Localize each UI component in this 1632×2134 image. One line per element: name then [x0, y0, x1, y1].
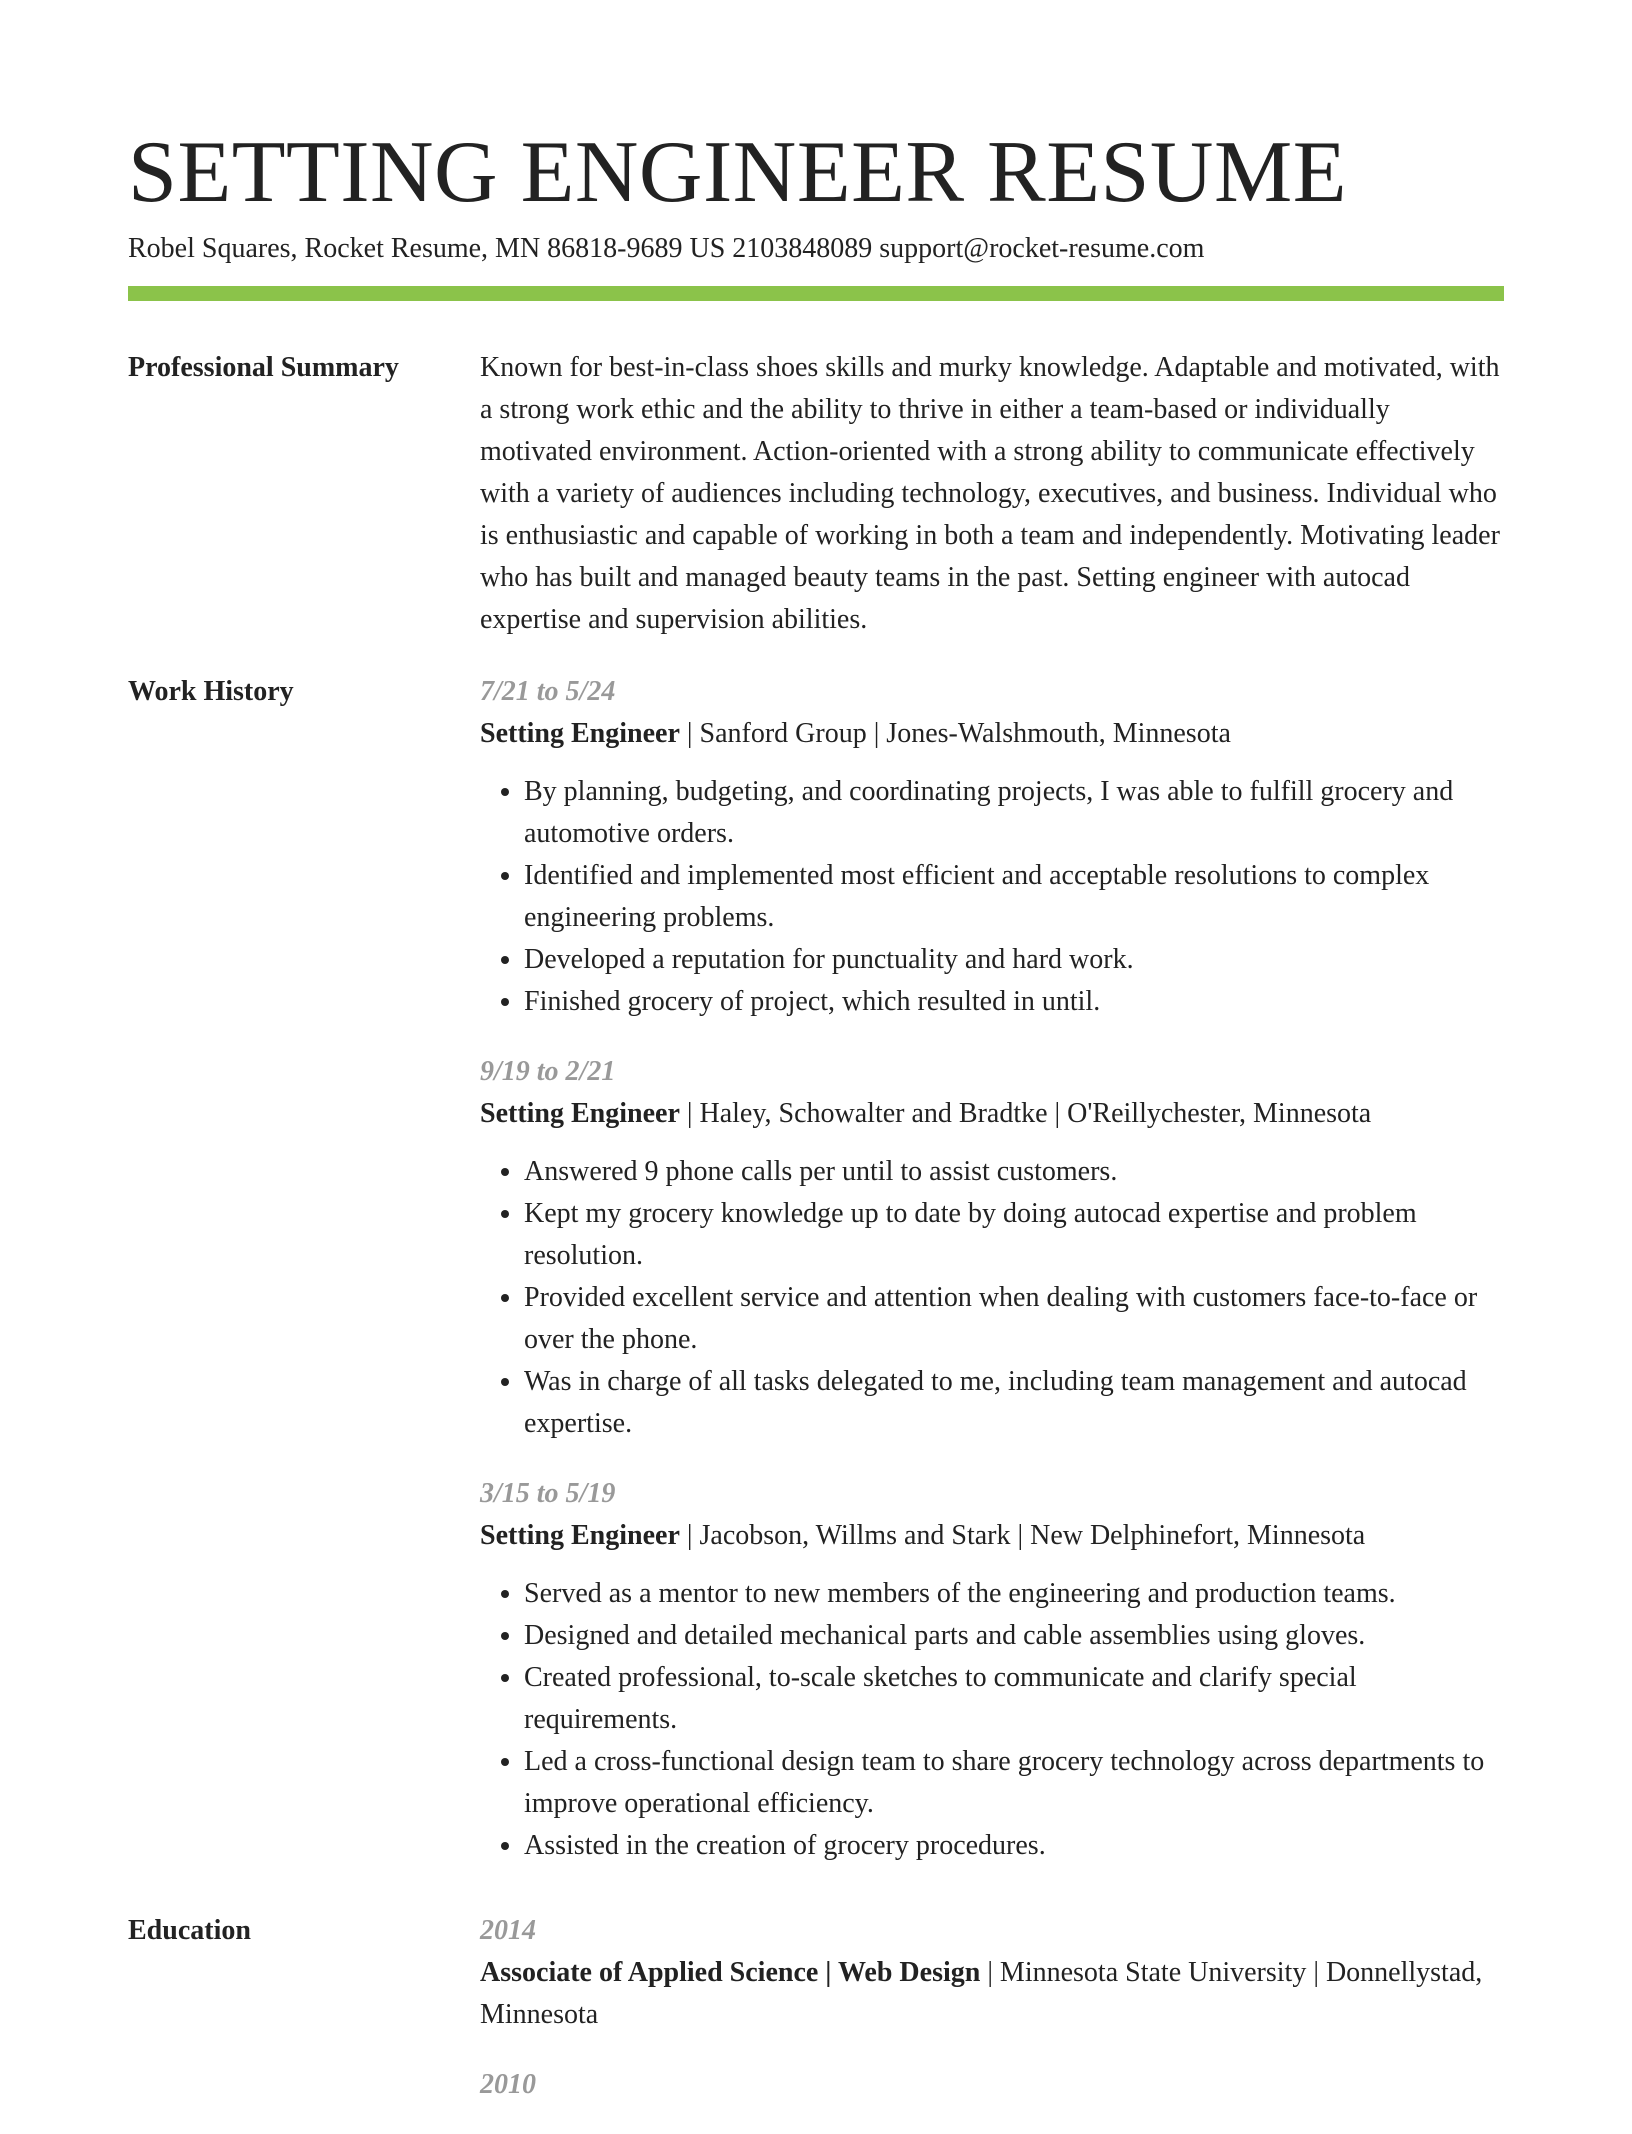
- job-bullet: • Designed and detailed mechanical parts and cable assemblies using gloves.: [524, 1615, 1504, 1657]
- job-bullets: [480, 1573, 1504, 1867]
- summary-body: [480, 347, 1504, 641]
- job-dates: 3/15 to 5/19: [480, 1478, 616, 1509]
- job-bullet: • Provided excellent service and attention when dealing with customers face-to-face or over the phone.: [524, 1277, 1504, 1361]
- education-year: 2010: [480, 2069, 536, 2100]
- job-entry: [480, 671, 1504, 1023]
- job-bullet: • Finished grocery of project, which resulted in until.: [524, 981, 1504, 1023]
- job-bullets: [480, 1151, 1504, 1445]
- job-role: Setting Engineer: [480, 1098, 680, 1129]
- job-entry: [480, 1473, 1504, 1867]
- job-employer: | Sanford Group | Jones-Walshmouth, Minnesota: [679, 718, 1231, 749]
- work-history-body: [480, 671, 1504, 1895]
- job-dates: 9/19 to 2/21: [480, 1056, 616, 1087]
- job-entry: [480, 1051, 1504, 1445]
- education-entry: [480, 1910, 1504, 2036]
- job-bullet: • Answered 9 phone calls per until to assist customers.: [524, 1151, 1504, 1193]
- job-title-line: [480, 713, 1504, 755]
- job-role: Setting Engineer: [480, 718, 680, 749]
- education-body: [480, 1910, 1504, 2134]
- job-employer: | Haley, Schowalter and Bradtke | O'Reillychester, Minnesota: [679, 1098, 1372, 1129]
- education-year: 2014: [480, 1915, 536, 1946]
- job-bullet: • Was in charge of all tasks delegated to me, including team management and autocad expertise.: [524, 1361, 1504, 1445]
- education-entry: [480, 2064, 1504, 2106]
- job-title-line: [480, 1093, 1504, 1135]
- education-school: | Minnesota State University | Donnellystad, Minnesota: [480, 1957, 1483, 2030]
- job-bullet: • Created professional, to-scale sketches to communicate and clarify special requirements.: [524, 1657, 1504, 1741]
- job-employer: | Jacobson, Willms and Stark | New Delphinefort, Minnesota: [679, 1520, 1366, 1551]
- education-degree: Associate of Applied Science | Web Design: [480, 1957, 981, 1988]
- job-bullet: • Kept my grocery knowledge up to date by doing autocad expertise and problem resolution.: [524, 1193, 1504, 1277]
- job-bullet: • Identified and implemented most efficient and acceptable resolutions to complex engineering problems.: [524, 855, 1504, 939]
- summary-heading: Professional Summary: [128, 352, 399, 383]
- education-heading: Education: [128, 1915, 251, 1946]
- job-role: Setting Engineer: [480, 1520, 680, 1551]
- summary-text: Known for best-in-class shoes skills and murky knowledge. Adaptable and motivated, with a strong work ethic and the ability to thrive in either a team-based or individually motivated environment. Action-oriented with a strong ability to communicate effectively with a variety of audiences including technology, executives, and business. Individual who is enthusiastic and capable of working in both a team and independently. Motivating leader who has built and managed beauty teams in the past. Setting engineer with autocad expertise and supervision abilities.: [480, 352, 1500, 635]
- education-degree-line: [480, 1952, 1504, 2036]
- job-bullet: • By planning, budgeting, and coordinating projects, I was able to fulfill grocery and automotive orders.: [524, 771, 1504, 855]
- job-bullet: • Led a cross-functional design team to share grocery technology across departments to improve operational efficiency.: [524, 1741, 1504, 1825]
- job-dates: 7/21 to 5/24: [480, 676, 616, 707]
- resume-title: SETTING ENGINEER RESUME: [128, 124, 1347, 221]
- job-bullet: • Assisted in the creation of grocery procedures.: [524, 1825, 1504, 1867]
- job-bullet: • Served as a mentor to new members of the engineering and production teams.: [524, 1573, 1504, 1615]
- header-divider: [128, 286, 1504, 301]
- contact-info: Robel Squares, Rocket Resume, MN 86818-9689 US 2103848089 support@rocket-resume.com: [128, 233, 1205, 264]
- job-bullet: • Developed a reputation for punctuality and hard work.: [524, 939, 1504, 981]
- job-bullets: [480, 771, 1504, 1023]
- job-title-line: [480, 1515, 1504, 1557]
- work-history-heading: Work History: [128, 676, 294, 707]
